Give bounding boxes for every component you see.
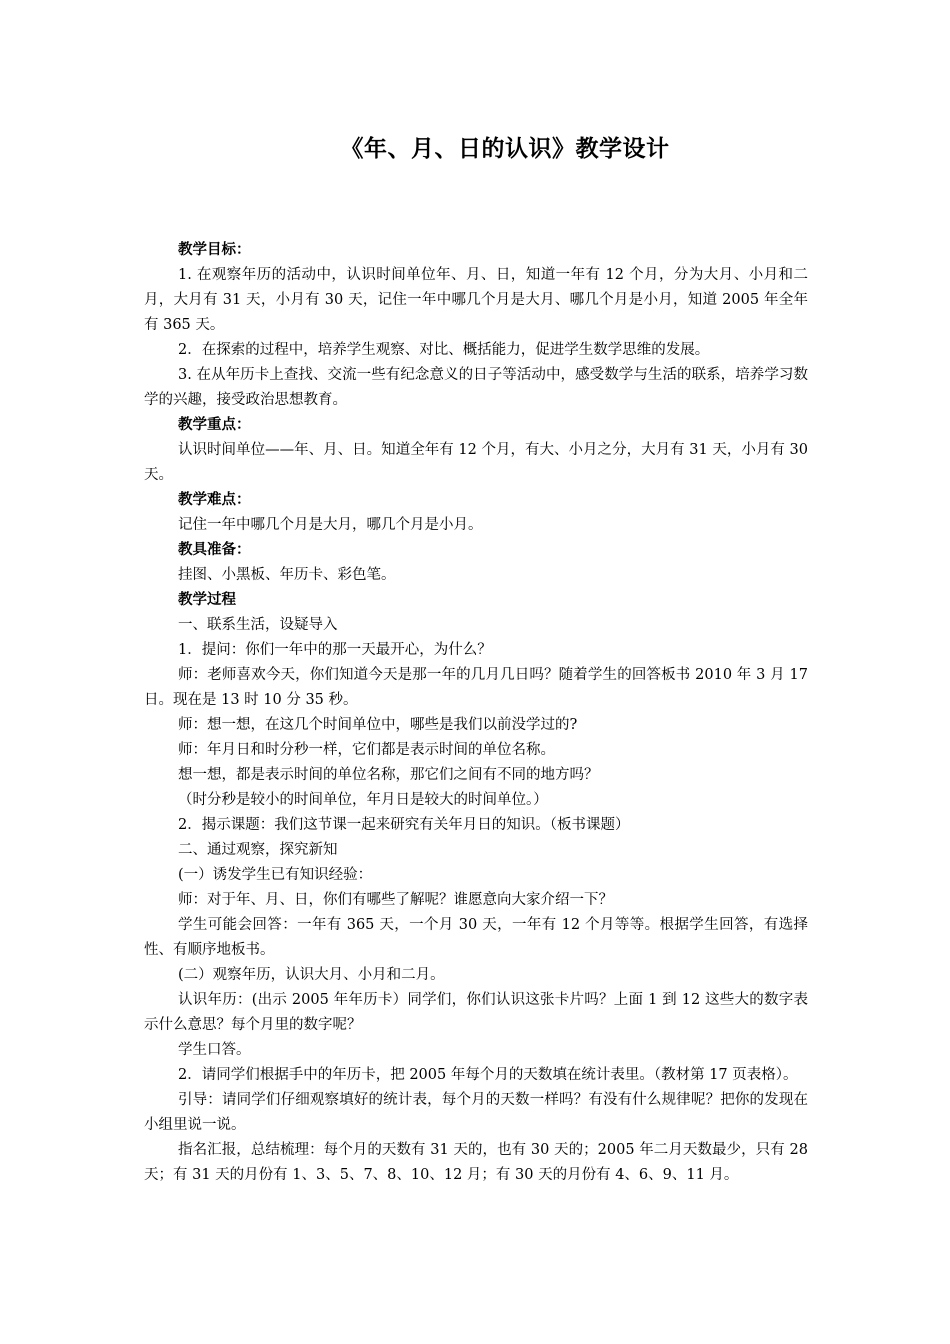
document-title: 《年、月、日的认识》教学设计 xyxy=(340,136,670,162)
paragraph-objective-3: 3. 在从年历卡上查找、交流一些有纪念意义的日子等活动中，感受数学与生活的联系，培养学习数学的兴趣，接受政治思想教育。 xyxy=(144,367,808,408)
paragraph-think-difference: 想一想，都是表示时间的单位名称，那它们之间有不同的地方吗？ xyxy=(178,767,599,783)
heading-materials: 教具准备： xyxy=(178,542,251,558)
paragraph-teacher-today: 师：老师喜欢今天，你们知道今天是那一年的几月几日吗？随着学生的回答板书 2010 年 3 月 17 日。现在是 13 时 10 分 35 秒。 xyxy=(144,667,808,708)
paragraph-key-points: 认识时间单位——年、月、日。知道全年有 12 个月，有大、小月之分，大月有 31 天，小月有 30 天。 xyxy=(144,442,808,483)
paragraph-question: 1．提问：你们一年中的那一天最开心，为什么？ xyxy=(178,642,492,658)
paragraph-objective-1: 1. 在观察年历的活动中，认识时间单位年、月、日，知道一年有 12 个月，分为大月、小月和二月，大月有 31 天，小月有 30 天，记住一年中哪几个月是大月、哪几个月是小月，知道 2005 年全年有 365 天。 xyxy=(144,267,808,333)
paragraph-section-1: 一、联系生活，设疑导入 xyxy=(178,617,338,633)
paragraph-guide: 引导：请同学们仔细观察填好的统计表，每个月的天数一样吗？有没有什么规律呢？把你的发现在小组里说一说。 xyxy=(144,1092,808,1133)
paragraph-units-note: （时分秒是较小的时间单位，年月日是较大的时间单位。） xyxy=(178,792,548,808)
heading-difficulties: 教学难点： xyxy=(178,492,251,508)
document-body xyxy=(144,238,808,1188)
paragraph-student-oral: 学生口答。 xyxy=(178,1042,251,1058)
paragraph-fill-table: 2．请同学们根据手中的年历卡，把 2005 年每个月的天数填在统计表里。（教材第 17 页表格）。 xyxy=(178,1067,798,1083)
paragraph-objective-2: 2．在探索的过程中，培养学生观察、对比、概括能力，促进学生数学思维的发展。 xyxy=(178,342,710,358)
paragraph-teacher-think: 师：想一想，在这几个时间单位中，哪些是我们以前没学过的? xyxy=(178,717,578,733)
paragraph-teacher-ask: 师：对于年、月、日，你们有哪些了解呢？谁愿意向大家介绍一下？ xyxy=(178,892,613,908)
paragraph-student-answer: 学生可能会回答：一年有 365 天，一个月 30 天，一年有 12 个月等等。根据学生回答，有选择性、有顺序地板书。 xyxy=(144,917,808,958)
paragraph-section-2: 二、通过观察，探究新知 xyxy=(178,842,338,858)
paragraph-subsection-1: (一）诱发学生已有知识经验： xyxy=(178,867,373,883)
paragraph-difficulties: 记住一年中哪几个月是大月，哪几个月是小月。 xyxy=(178,517,483,533)
paragraph-summary: 指名汇报，总结梳理：每个月的天数有 31 天的，也有 30 天的；2005 年二月天数最少，只有 28 天；有 31 天的月份有 1、3、5、7、8、10、12 月；有 30 天的月份有 4、6、9、11 月。 xyxy=(144,1142,808,1183)
heading-process: 教学过程 xyxy=(178,592,236,608)
heading-key-points: 教学重点： xyxy=(178,417,251,433)
paragraph-calendar-intro: 认识年历：(出示 2005 年年历卡）同学们，你们认识这张卡片吗？上面 1 到 12 这些大的数字表示什么意思？每个月里的数字呢？ xyxy=(144,992,808,1033)
paragraph-materials: 挂图、小黑板、年历卡、彩色笔。 xyxy=(178,567,396,583)
paragraph-subsection-2: (二）观察年历，认识大月、小月和二月。 xyxy=(178,967,445,983)
paragraph-teacher-units: 师：年月日和时分秒一样，它们都是表示时间的单位名称。 xyxy=(178,742,555,758)
heading-objectives: 教学目标： xyxy=(178,242,251,258)
paragraph-reveal-topic: 2．揭示课题：我们这节课一起来研究有关年月日的知识。（板书课题） xyxy=(178,817,630,833)
